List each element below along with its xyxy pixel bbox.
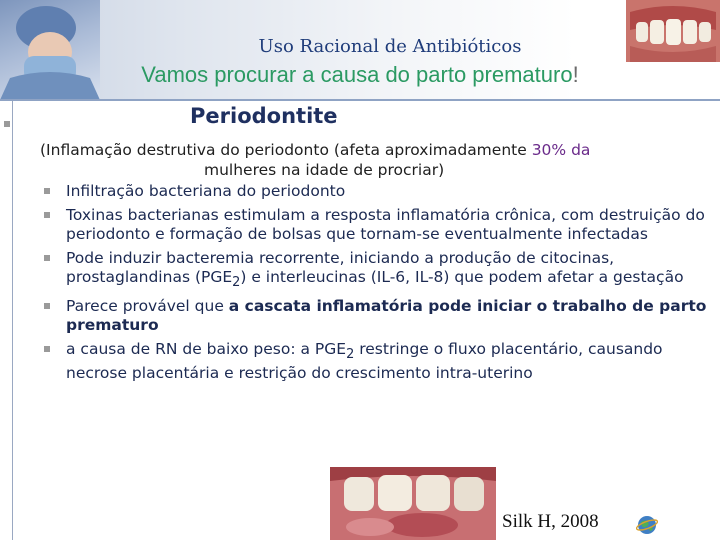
square-bullet-icon <box>44 212 50 218</box>
list-item <box>44 206 714 245</box>
header-band <box>0 0 720 100</box>
bullet-emphasis: a cascata inflamatória pode iniciar o trabalho de parto prematuro <box>66 296 707 335</box>
square-bullet-icon <box>44 188 50 194</box>
list-item <box>44 297 714 336</box>
slide-title-text: Vamos procurar a causa do parto prematuro <box>141 62 573 87</box>
list-item <box>44 249 714 293</box>
section-title: Periodontite <box>190 104 338 128</box>
intro-percent: 30% da <box>531 141 591 159</box>
bullet-text: Pode induzir bacteremia recorrente, iniciando a produção de citocinas, prostaglandinas (PGE <box>66 248 615 286</box>
square-bullet-icon <box>44 303 50 309</box>
bullet-text: Infiltração bacteriana do periodonto <box>66 182 346 200</box>
intro-paragraph <box>40 140 710 180</box>
bullet-list <box>44 182 714 388</box>
bullet-text: Toxinas bacterianas estimulam a resposta inflamatória crônica, com destruição do periodonto e formação de bolsas que tornam-se eventualmente infectadas <box>66 205 705 243</box>
list-item <box>44 340 714 384</box>
slide-title <box>0 62 720 88</box>
subscript: 2 <box>232 275 241 291</box>
gum-photo <box>330 467 496 540</box>
header-subtitle: Uso Racional de Antibióticos <box>258 36 522 57</box>
globe-icon <box>636 514 658 536</box>
square-bullet-icon <box>44 255 50 261</box>
square-bullet-icon <box>44 346 50 352</box>
square-bullet-icon <box>4 121 10 127</box>
list-item <box>44 182 714 202</box>
bullet-text: restringe o fluxo placentário, causando necrose placentária e restrição do crescimento intra-uterino <box>66 339 663 383</box>
bullet-text: ) e interleucinas (IL-6, IL-8) que podem afetar a gestação <box>240 268 684 286</box>
subscript: 2 <box>346 346 355 362</box>
bullet-text: a causa de RN de baixo peso: a PGE <box>66 339 347 358</box>
intro-line-1: (Inflamação destrutiva do periodonto (afeta aproximadamente <box>40 141 532 159</box>
bullet-text: Parece provável que <box>66 296 229 315</box>
left-rule <box>12 101 13 540</box>
intro-line-2: mulheres na idade de procriar) <box>204 161 445 179</box>
slide-title-exclamation: ! <box>572 62 579 87</box>
header-divider <box>0 99 720 101</box>
citation: Silk H, 2008 <box>502 511 599 532</box>
